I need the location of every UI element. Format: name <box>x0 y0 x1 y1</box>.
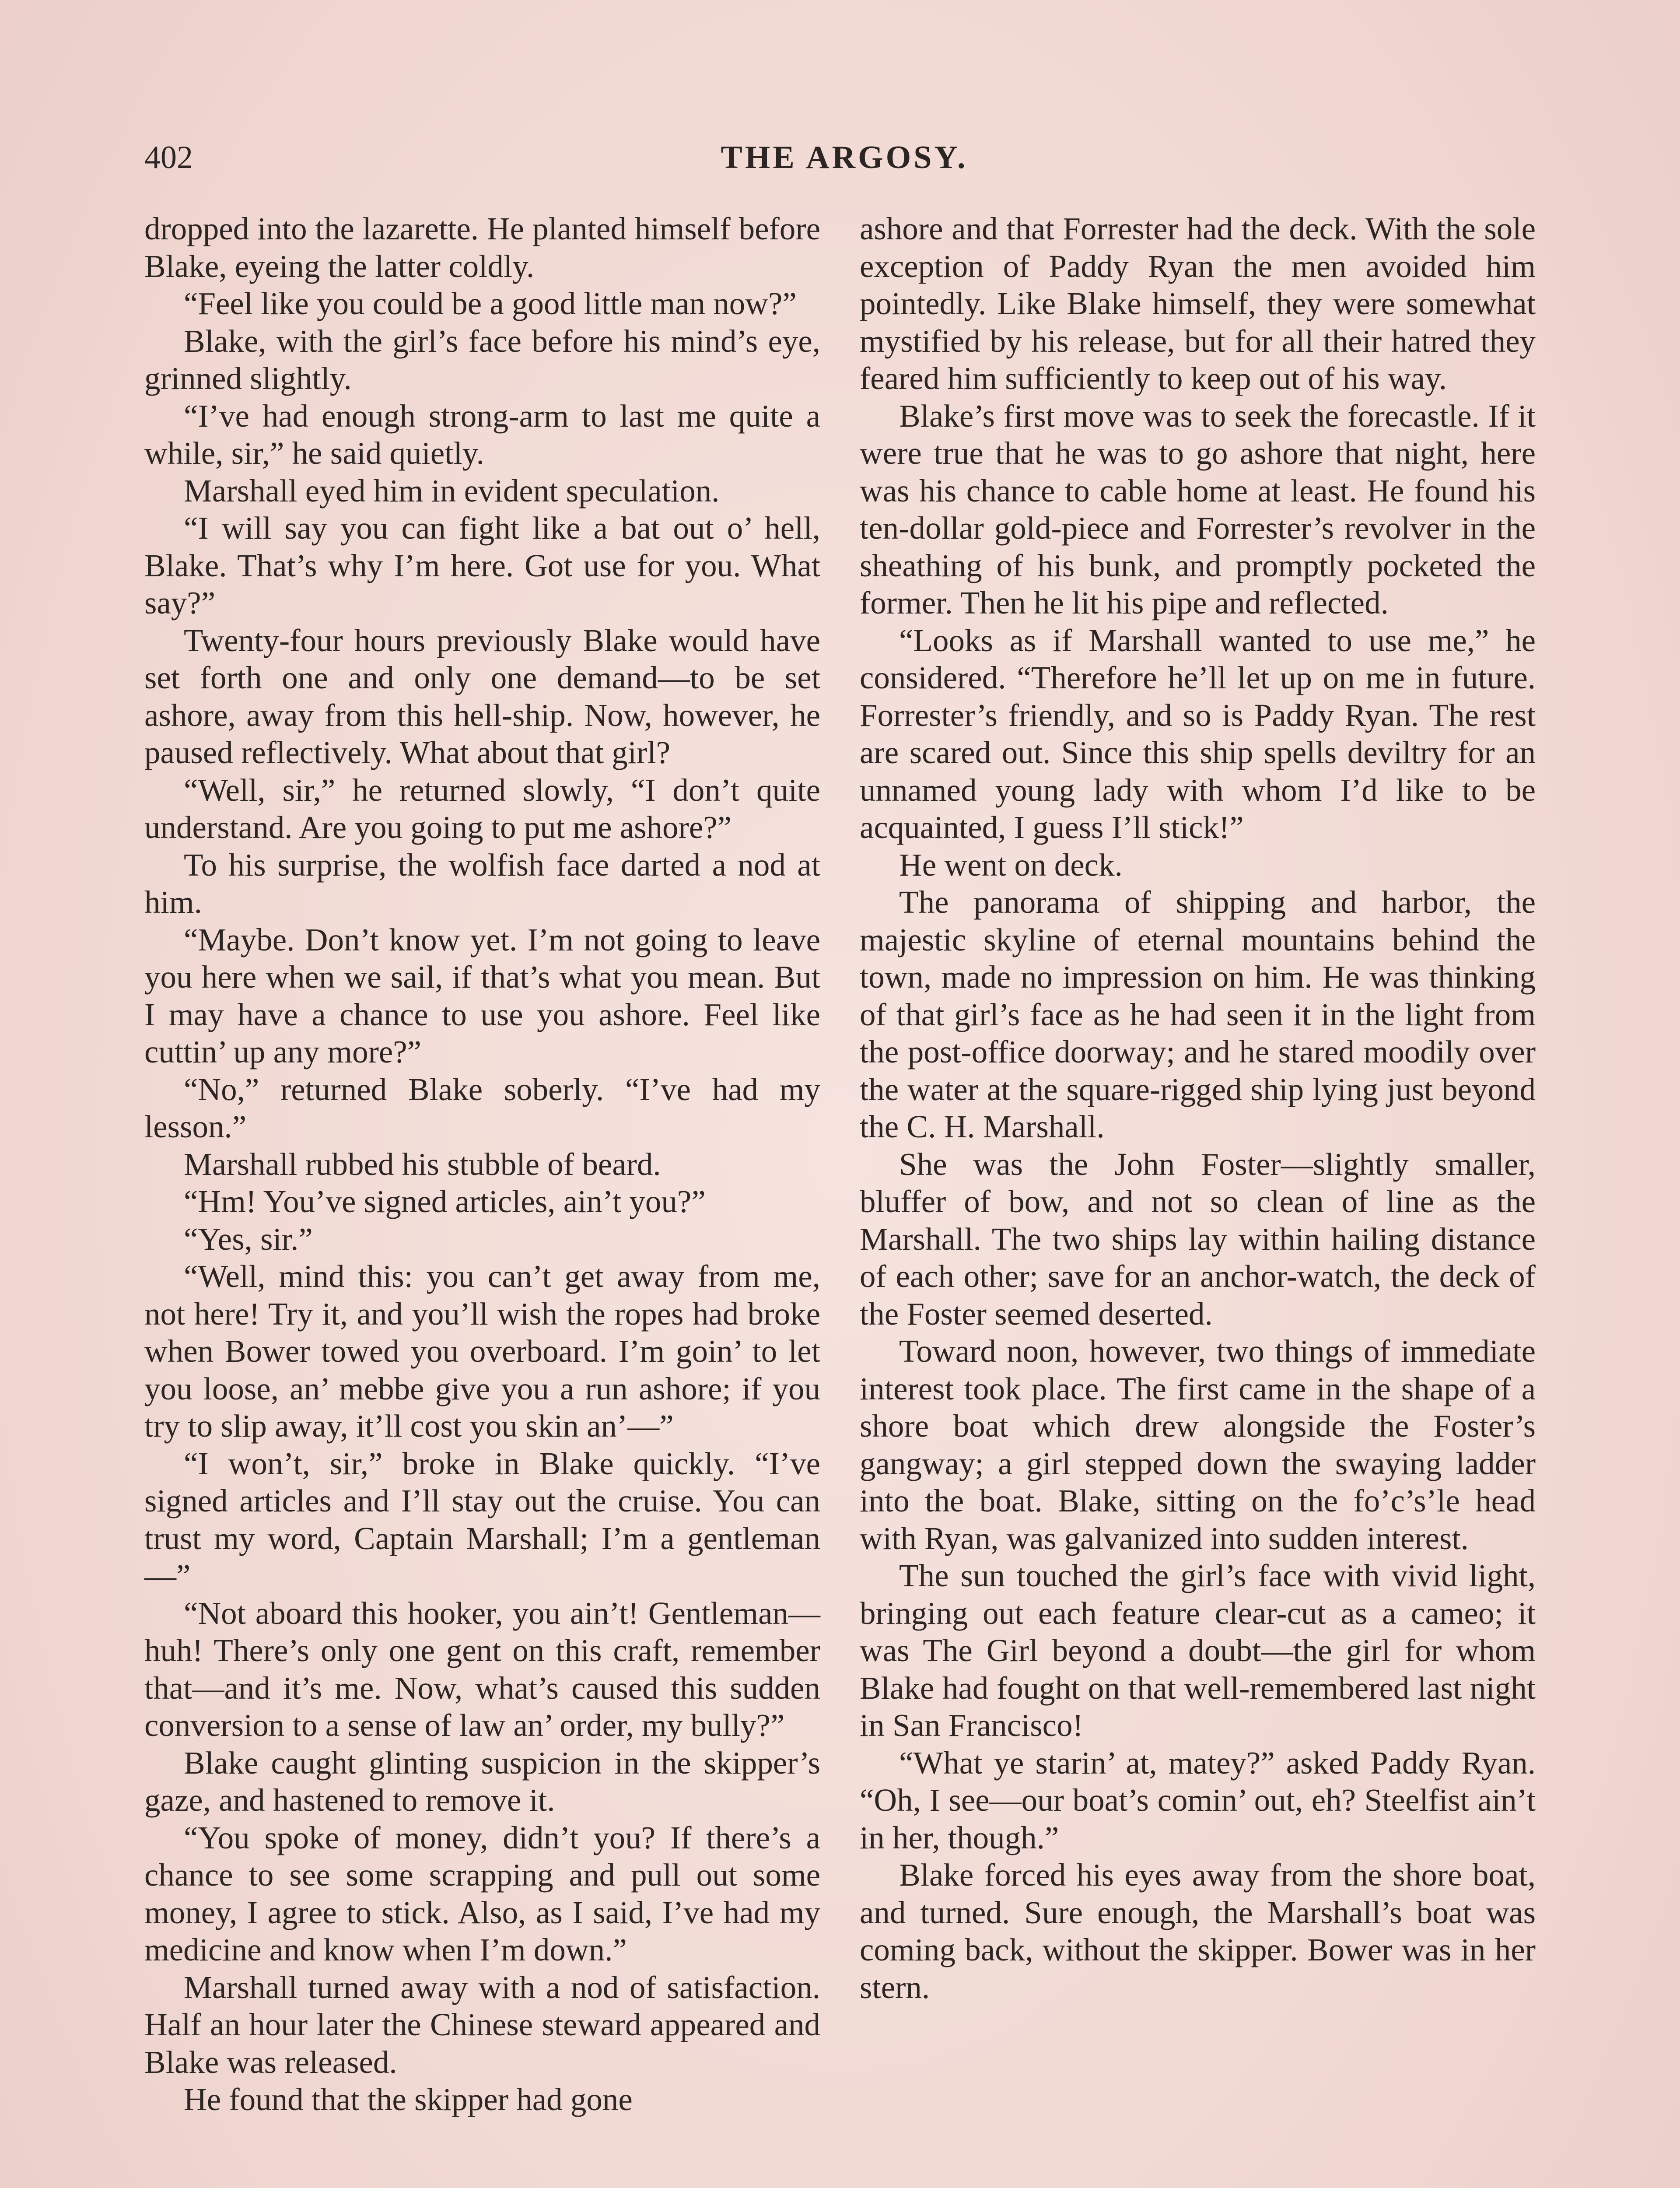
paragraph: Marshall eyed him in evident speculation. <box>184 473 720 508</box>
left-column <box>144 210 820 2118</box>
paragraph: “Yes, sir.” <box>184 1221 313 1257</box>
paragraph: Twenty-four hours previously Blake would have set forth one and only one demand—to be set ashore, away from this hell-ship. Now, however, he paused reflectively. What about that girl? <box>144 622 820 770</box>
paragraph: The sun touched the girl’s face with vivid light, bringing out each feature clear-cut as a cameo; it was The Girl beyond a doubt—the girl for whom Blake had fought on that well-remembered last night in San Francisco! <box>860 1558 1536 1743</box>
paragraph: “What ye starin’ at, matey?” asked Paddy Ryan. “Oh, I see—our boat’s comin’ out, eh? Steelfist ain’t in her, though.” <box>860 1745 1536 1855</box>
paragraph: “Well, mind this: you can’t get away from me, not here! Try it, and you’ll wish the ropes had broke when Bower towed you overboard. I’m goin’ to let you loose, an’ mebbe give you a run ashore; if you try to slip away, it’ll cost you skin an’—” <box>144 1259 820 1444</box>
paragraph: The panorama of shipping and harbor, the majestic skyline of eternal mountains behind the town, made no impression on him. He was thinking of that girl’s face as he had seen it in the light from the post-office doorway; and he stared moodily over the water at the square-rigged ship lying just beyond the C. H. Marshall. <box>860 884 1536 1144</box>
paragraph: “Not aboard this hooker, you ain’t! Gentleman—huh! There’s only one gent on this craft, remember that—and it’s me. Now, what’s caused this sudden conversion to a sense of law an’ order, my bully?” <box>144 1595 820 1743</box>
paragraph: Marshall rubbed his stubble of beard. <box>184 1146 661 1182</box>
paragraph: Blake’s first move was to seek the forecastle. If it were true that he was to go ashore that night, here was his chance to cable home at least. He found his ten-dollar gold-piece and Forrester’s revolver in the sheathing of his bunk, and promptly pocketed the former. Then he lit his pipe and reflected. <box>860 398 1536 621</box>
paragraph: Blake, with the girl’s face before his mind’s eye, grinned slightly. <box>144 323 820 396</box>
paragraph: Marshall turned away with a nod of satisfaction. Half an hour later the Chinese steward appeared and Blake was released. <box>144 1969 820 2080</box>
paragraph: “Well, sir,” he returned slowly, “I don’t quite understand. Are you going to put me ashore?” <box>144 772 820 845</box>
paragraph: Blake caught glinting suspicion in the skipper’s gaze, and hastened to remove it. <box>144 1745 820 1818</box>
paragraph: “Maybe. Don’t know yet. I’m not going to leave you here when we sail, if that’s what you mean. But I may have a chance to use you ashore. Feel like cuttin’ up any more?” <box>144 922 820 1069</box>
paragraph: “Looks as if Marshall wanted to use me,” he considered. “Therefore he’ll let up on me in future. Forrester’s friendly, and so is Paddy Ryan. The rest are scared out. Since this ship spells deviltry for an unnamed young lady with whom I’d like to be acquainted, I guess I’ll stick!” <box>860 622 1536 845</box>
paragraph: He went on deck. <box>899 847 1123 883</box>
paragraph: dropped into the lazarette. He planted himself before Blake, eyeing the latter coldly. <box>144 211 820 284</box>
right-column <box>860 210 1536 2006</box>
paragraph: “I won’t, sir,” broke in Blake quickly. “I’ve signed articles and I’ll stay out the cruise. You can trust my word, Captain Marshall; I’m a gentleman—” <box>144 1445 820 1593</box>
page-number: 402 <box>144 140 193 175</box>
paragraph: “Feel like you could be a good little man now?” <box>184 286 797 321</box>
paragraph: “No,” returned Blake soberly. “I’ve had my lesson.” <box>144 1071 820 1144</box>
paragraph: She was the John Foster—slightly smaller, bluffer of bow, and not so clean of line as the Marshall. The two ships lay within hailing distance of each other; save for an anchor-watch, the deck of the Foster seemed deserted. <box>860 1146 1536 1332</box>
paragraph: ashore and that Forrester had the deck. With the sole exception of Paddy Ryan the men avoided him pointedly. Like Blake himself, they were somewhat mystified by his release, but for all their hatred they feared him sufficiently to keep out of his way. <box>860 211 1536 396</box>
paragraph: “You spoke of money, didn’t you? If there’s a chance to see some scrapping and pull out some money, I agree to stick. Also, as I said, I’ve had my medicine and know when I’m down.” <box>144 1820 820 1967</box>
page-header <box>144 131 1544 184</box>
paragraph: To his surprise, the wolfish face darted a nod at him. <box>144 847 820 920</box>
paragraph: Blake forced his eyes away from the shore boat, and turned. Sure enough, the Marshall’s boat was coming back, without the skipper. Bower was in her stern. <box>860 1857 1536 2005</box>
paragraph: “Hm! You’ve signed articles, ain’t you?” <box>184 1184 706 1219</box>
running-head-title: THE ARGOSY. <box>721 140 968 175</box>
paragraph: “I will say you can fight like a bat out o’ hell, Blake. That’s why I’m here. Got use for you. What say?” <box>144 510 820 621</box>
paragraph: “I’ve had enough strong-arm to last me quite a while, sir,” he said quietly. <box>144 398 820 471</box>
paragraph: Toward noon, however, two things of immediate interest took place. The first came in the shape of a shore boat which drew alongside the Foster’s gangway; a girl stepped down the swaying ladder into the boat. Blake, sitting on the fo’c’s’le head with Ryan, was galvanized into sudden interest. <box>860 1333 1536 1556</box>
paragraph: He found that the skipper had gone <box>184 2082 633 2117</box>
